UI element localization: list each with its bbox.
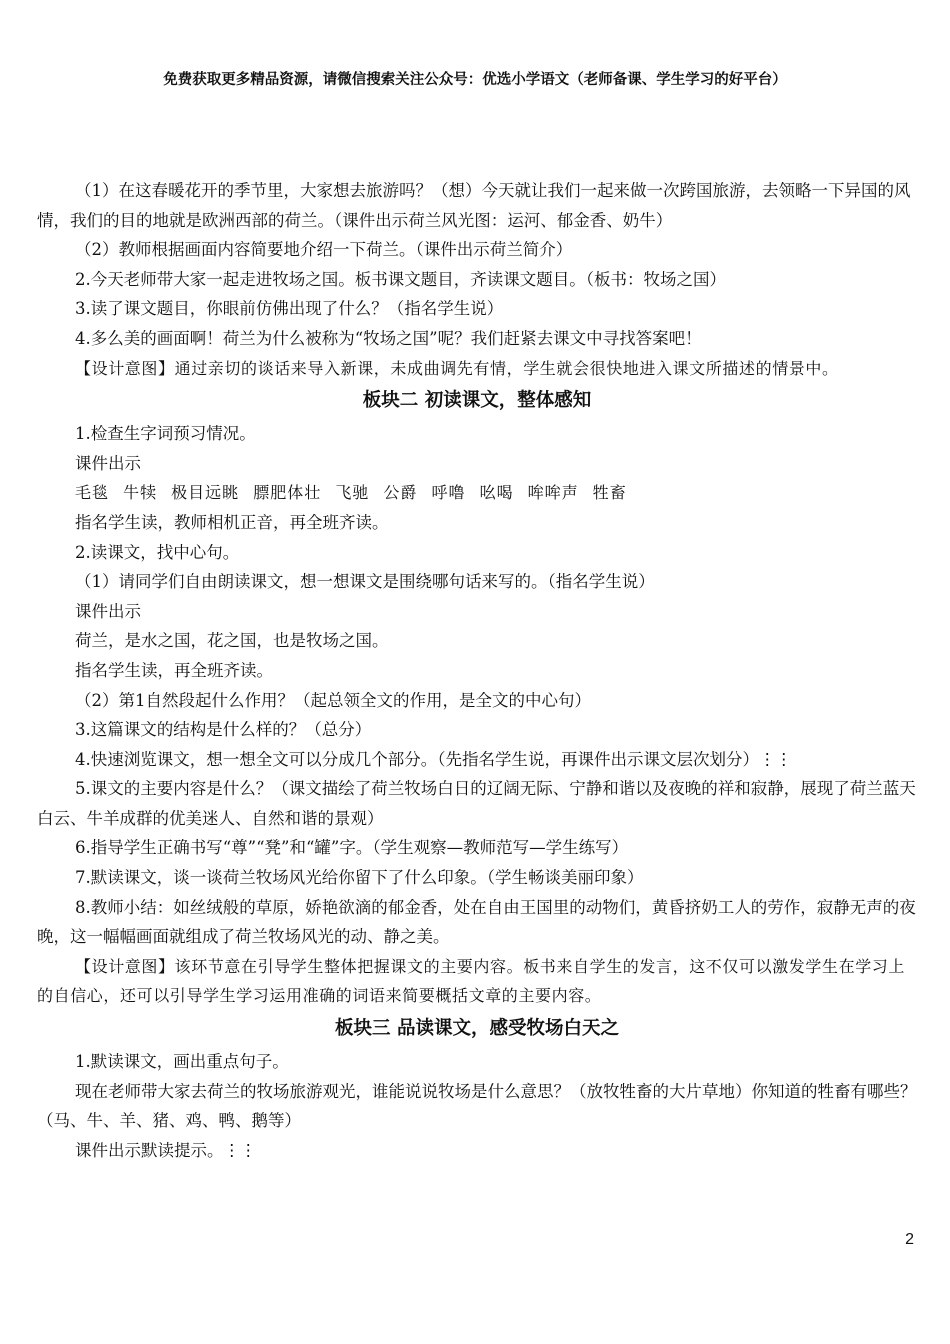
paragraph: （1）在这春暖花开的季节里，大家想去旅游吗？（想）今天就让我们一起来做一次跨国旅游，去领略一下异国的风情，我们的目的地就是欧洲西部的荷兰。（课件出示荷兰风光图：运河、郁金香、奶牛） bbox=[37, 181, 911, 230]
paragraph: 指名学生读，再全班齐读。 bbox=[75, 660, 273, 680]
paragraph: 1.检查生字词预习情况。 bbox=[75, 424, 256, 444]
paragraph: （2）教师根据画面内容简要地介绍一下荷兰。（课件出示荷兰简介） bbox=[75, 240, 573, 260]
paragraph: （1）请同学们自由朗读课文，想一想课文是围绕哪句话来写的。（指名学生说） bbox=[75, 572, 655, 592]
vocabulary-list: 毛毯 牛犊 极目远眺 膘肥体壮 飞驰 公爵 呼噜 吆喝 哞哞声 牲畜 bbox=[75, 483, 627, 503]
section-heading: 板块二 初读课文，整体感知 bbox=[362, 390, 592, 412]
paragraph: 5.课文的主要内容是什么？（课文描绘了荷兰牧场白日的辽阔无际、宁静和谐以及夜晚的祥和寂静，展现了荷兰蓝天白云、牛羊成群的优美迷人、自然和谐的景观） bbox=[37, 779, 916, 828]
paragraph: 7.默读课文，谈一谈荷兰牧场风光给你留下了什么印象。（学生畅谈美丽印象） bbox=[75, 868, 644, 888]
paragraph: 2.今天老师带大家一起走进牧场之国。板书课文题目，齐读课文题目。（板书：牧场之国） bbox=[75, 269, 726, 289]
paragraph: 2.读课文，找中心句。 bbox=[75, 542, 240, 562]
paragraph: 4.多么美的画面啊！荷兰为什么被称为“牧场之国”呢？我们赶紧去课文中寻找答案吧！ bbox=[75, 328, 702, 348]
paragraph: 4.快速浏览课文，想一想全文可以分成几个部分。（先指名学生说，再课件出示课文层次划分）⋮⋮ bbox=[75, 749, 792, 769]
paragraph: 8.教师小结：如丝绒般的草原，娇艳欲滴的郁金香，处在自由王国里的动物们，黄昏挤奶工人的劳作，寂静无声的夜晚，这一幅幅画面就组成了荷兰牧场风光的动、静之美。 bbox=[37, 897, 916, 947]
paragraph: 现在老师带大家去荷兰的牧场旅游观光，谁能说说牧场是什么意思？（放牧牲畜的大片草地）你知道的牲畜有哪些？（马、牛、羊、猪、鸡、鸭、鹅等） bbox=[37, 1081, 917, 1131]
paragraph: 3.这篇课文的结构是什么样的？（总分） bbox=[75, 720, 372, 740]
paragraph: 课件出示 bbox=[75, 453, 141, 473]
paragraph: 1.默读课文，画出重点句子。 bbox=[75, 1052, 289, 1072]
paragraph: （2）第1自然段起什么作用？（起总领全文的作用，是全文的中心句） bbox=[75, 690, 591, 710]
paragraph: 课件出示 bbox=[75, 601, 141, 621]
paragraph: 荷兰，是水之国，花之国，也是牧场之国。 bbox=[75, 631, 389, 651]
page-header-banner: 免费获取更多精品资源，请微信搜索关注公众号：优选小学语文（老师备课、学生学习的好平台） bbox=[163, 72, 787, 88]
paragraph: 指名学生读，教师相机正音，再全班齐读。 bbox=[75, 512, 389, 532]
paragraph: 3.读了课文题目，你眼前仿佛出现了什么？（指名学生说） bbox=[75, 299, 504, 319]
page-number: 2 bbox=[905, 1231, 914, 1248]
paragraph: 课件出示默读提示。⋮⋮ bbox=[75, 1140, 257, 1160]
design-intent-note: 【设计意图】通过亲切的谈话来导入新课，未成曲调先有情，学生就会很快地进入课文所描述的情景中。 bbox=[75, 358, 839, 378]
paragraph: 6.指导学生正确书写“尊”“凳”和“罐”字。（学生观察—教师范写—学生练写） bbox=[75, 838, 629, 858]
section-heading: 板块三 品读课文，感受牧场白天之 bbox=[335, 1018, 619, 1040]
design-intent-note: 【设计意图】该环节意在引导学生整体把握课文的主要内容。板书来自学生的发言，这不仅可以激发学生在学习上的自信心，还可以引导学生学习运用准确的词语来简要概括文章的主要内容。 bbox=[37, 956, 906, 1006]
document-body bbox=[37, 176, 917, 1165]
